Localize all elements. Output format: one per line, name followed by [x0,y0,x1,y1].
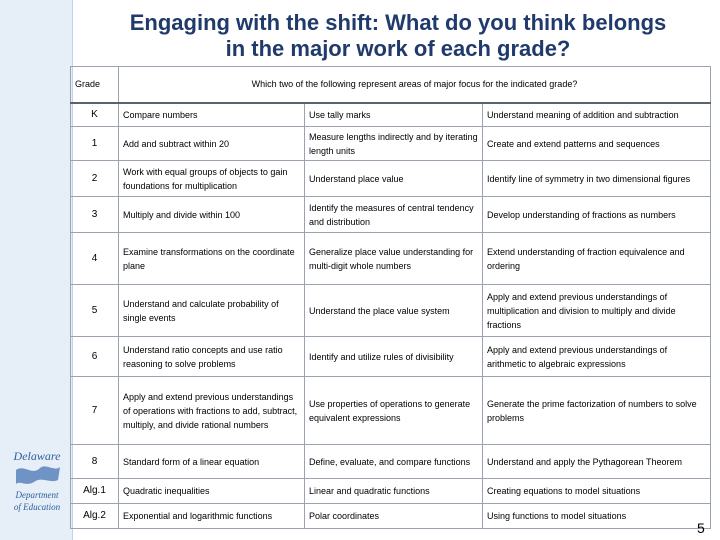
grade-column-header: Grade [71,67,119,103]
option-cell: Generate the prime factorization of numbers to solve problems [483,377,711,445]
grade-cell: Alg.1 [71,479,119,504]
option-cell: Understand the place value system [305,285,483,337]
option-cell: Linear and quadratic functions [305,479,483,504]
option-cell: Identify line of symmetry in two dimensional figures [483,161,711,197]
option-cell: Compare numbers [119,103,305,127]
option-cell: Add and subtract within 20 [119,127,305,161]
grade-cell: 4 [71,233,119,285]
table-row [71,285,711,337]
option-cell: Measure lengths indirectly and by iterating length units [305,127,483,161]
grade-cell: K [71,103,119,127]
table-row [71,233,711,285]
option-cell: Multiply and divide within 100 [119,197,305,233]
option-cell: Apply and extend previous understandings of multiplication and division to multiply and divide fractions [483,285,711,337]
option-cell: Apply and extend previous understandings of arithmetic to algebraic expressions [483,337,711,377]
grade-cell: 8 [71,445,119,479]
option-cell: Understand ratio concepts and use ratio reasoning to solve problems [119,337,305,377]
option-cell: Quadratic inequalities [119,479,305,504]
state-shape-icon [16,466,60,484]
option-cell: Define, evaluate, and compare functions [305,445,483,479]
option-cell: Understand and apply the Pythagorean Theorem [483,445,711,479]
grade-cell: 3 [71,197,119,233]
table-row [71,377,711,445]
option-cell: Standard form of a linear equation [119,445,305,479]
option-cell: Develop understanding of fractions as numbers [483,197,711,233]
option-cell: Identify and utilize rules of divisibility [305,337,483,377]
grade-cell: 7 [71,377,119,445]
table-row [71,445,711,479]
option-cell: Create and extend patterns and sequences [483,127,711,161]
slide-title [78,10,718,62]
logo-line-3: of Education [13,502,61,512]
delaware-doe-logo [6,446,68,518]
table-row [71,127,711,161]
logo-line-2: Department [15,490,59,500]
option-cell: Work with equal groups of objects to gain foundations for multiplication [119,161,305,197]
option-cell: Generalize place value understanding for multi-digit whole numbers [305,233,483,285]
question-header: Which two of the following represent areas of major focus for the indicated grade? [119,67,711,103]
grade-cell: 5 [71,285,119,337]
option-cell: Apply and extend previous understandings of operations with fractions to add, subtract, multiply, and divide rational numbers [119,377,305,445]
title-line-1: Engaging with the shift: What do you think belongs [129,10,667,35]
option-cell: Using functions to model situations [483,504,711,529]
option-cell: Use properties of operations to generate equivalent expressions [305,377,483,445]
table-header-row [71,67,711,103]
option-cell: Extend understanding of fraction equivalence and ordering [483,233,711,285]
major-work-table [70,66,711,529]
table-row [71,504,711,529]
option-cell: Creating equations to model situations [483,479,711,504]
page-number: 5 [697,520,705,536]
option-cell: Understand meaning of addition and subtraction [483,103,711,127]
grade-cell: 6 [71,337,119,377]
option-cell: Use tally marks [305,103,483,127]
option-cell: Examine transformations on the coordinate plane [119,233,305,285]
option-cell: Understand place value [305,161,483,197]
table-row [71,479,711,504]
table-row [71,161,711,197]
logo-line-1: Delaware [13,449,61,463]
option-cell: Identify the measures of central tendency and distribution [305,197,483,233]
option-cell: Exponential and logarithmic functions [119,504,305,529]
option-cell: Polar coordinates [305,504,483,529]
option-cell: Understand and calculate probability of single events [119,285,305,337]
table-row [71,337,711,377]
table-row [71,197,711,233]
grade-cell: 1 [71,127,119,161]
table-row [71,103,711,127]
grade-cell: Alg.2 [71,504,119,529]
title-line-2: in the major work of each grade? [225,36,571,61]
grade-cell: 2 [71,161,119,197]
